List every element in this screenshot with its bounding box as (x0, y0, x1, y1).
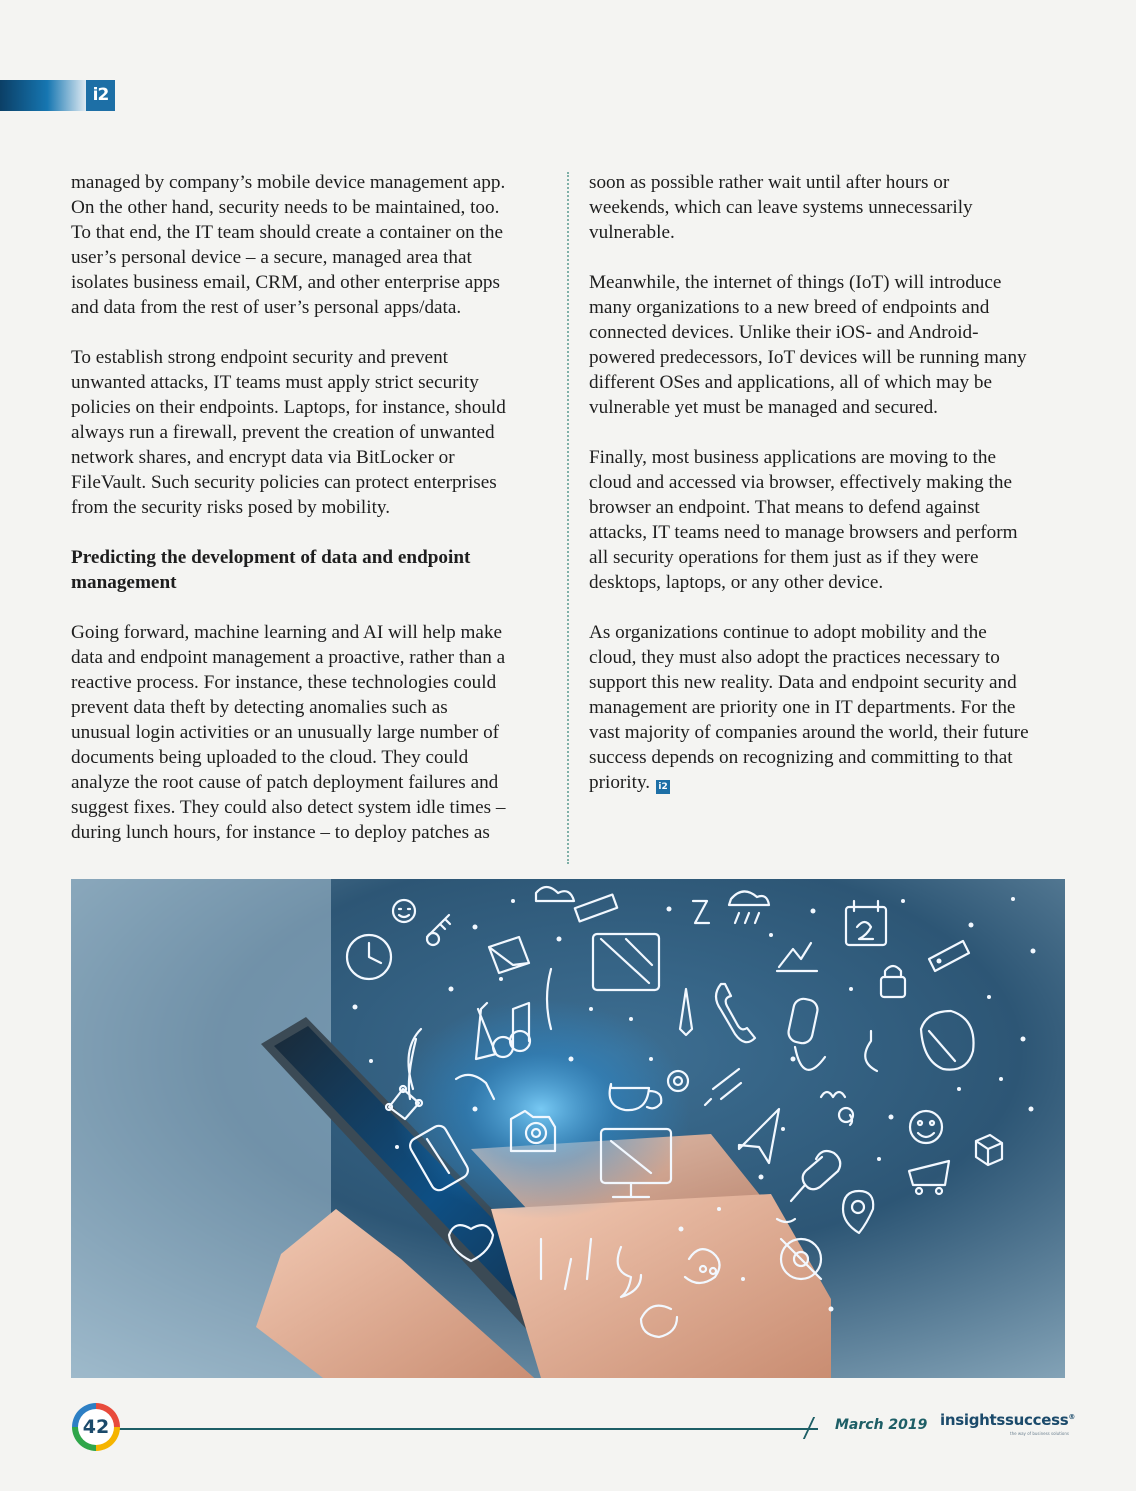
paragraph (71, 345, 546, 520)
text-line: cloud, they must also adopt the practices necessary to (589, 647, 1000, 668)
article-photo (71, 879, 1065, 1378)
header-color-band (0, 80, 86, 111)
article-end-logo-icon: i2 (656, 780, 670, 794)
text-line-end: priority. (589, 772, 651, 793)
text-line: management are priority one in IT departments. For the (589, 697, 1016, 718)
text-line: user’s personal device – a secure, managed area that (71, 247, 472, 268)
text-line: desktops, laptops, or any other device. (589, 572, 884, 593)
screen-glow (391, 999, 691, 1219)
text-line: browser an endpoint. That means to defend against (589, 497, 980, 518)
text-line: isolates business email, CRM, and other enterprise apps (71, 272, 500, 293)
paragraph (589, 170, 1067, 245)
text-line: Going forward, machine learning and AI will help make (71, 622, 503, 643)
registered-mark: ® (1068, 1413, 1076, 1421)
text-line: vast majority of companies around the world, their future (589, 722, 1029, 743)
right-column (589, 170, 1067, 820)
left-column (71, 170, 546, 870)
section-subheading (71, 545, 546, 595)
text-line: different OSes and applications, all of which may be (589, 372, 993, 393)
text-line: cloud and accessed via browser, effectively making the (589, 472, 1012, 493)
brand-logo (940, 1411, 1075, 1429)
paragraph (589, 620, 1067, 795)
text-line: unwanted attacks, IT teams must apply strict security (71, 372, 479, 393)
brand-logo-left: insights (940, 1411, 1006, 1429)
text-line: always run a firewall, prevent the creation of unwanted (71, 422, 495, 443)
brand-tagline: the way of business solutions (1010, 1431, 1069, 1436)
paragraph (71, 170, 546, 320)
paragraph (589, 270, 1067, 420)
text-line: vulnerable yet must be managed and secured. (589, 397, 938, 418)
text-line (589, 770, 1067, 795)
text-line: Finally, most business applications are moving to the (589, 447, 996, 468)
text-line: connected devices. Unlike their iOS- and Android- (589, 322, 979, 343)
text-line: support this new reality. Data and endpoint security and (589, 672, 1017, 693)
issue-date: March 2019 (835, 1417, 928, 1433)
text-line: suggest fixes. They could also detect system idle times – (71, 797, 506, 818)
text-line: managed by company’s mobile device management app. (71, 172, 506, 193)
page-number-badge (72, 1403, 120, 1451)
text-line: success depends on recognizing and committing to that (589, 747, 1013, 768)
text-line: policies on their endpoints. Laptops, for instance, should (71, 397, 506, 418)
text-line: To establish strong endpoint security and prevent (71, 347, 448, 368)
text-line: all security operations for them just as if they were (589, 547, 979, 568)
column-divider (567, 172, 569, 864)
paragraph (71, 620, 546, 845)
text-line: Predicting the development of data and endpoint (71, 547, 471, 568)
text-line: data and endpoint management a proactive, rather than a (71, 647, 506, 668)
text-line: weekends, which can leave systems unnecessarily (589, 197, 973, 218)
page-number: 42 (78, 1409, 114, 1445)
text-line: unusual login activities or an unusually large number of (71, 722, 500, 743)
footer-rule (118, 1428, 818, 1430)
brand-logo-right: success (1005, 1411, 1069, 1429)
text-line: and data from the rest of user’s personal apps/data. (71, 297, 462, 318)
text-line: analyze the root cause of patch deployment failures and (71, 772, 499, 793)
text-line: To that end, the IT team should create a container on the (71, 222, 503, 243)
text-line: during lunch hours, for instance – to deploy patches as (71, 822, 490, 843)
text-line: FileVault. Such security policies can protect enterprises (71, 472, 497, 493)
text-line: On the other hand, security needs to be maintained, too. (71, 197, 500, 218)
paragraph (589, 445, 1067, 595)
header-logo: i2 (86, 80, 115, 111)
text-line: management (71, 572, 177, 593)
text-line: powered predecessors, IoT devices will be running many (589, 347, 1027, 368)
text-line: reactive process. For instance, these technologies could (71, 672, 497, 693)
text-line: documents being uploaded to the cloud. They could (71, 747, 469, 768)
text-line: soon as possible rather wait until after hours or (589, 172, 950, 193)
text-line: vulnerable. (589, 222, 675, 243)
text-line: many organizations to a new breed of endpoints and (589, 297, 990, 318)
text-line: attacks, IT teams need to manage browsers and perform (589, 522, 1018, 543)
text-line: from the security risks posed by mobility. (71, 497, 391, 518)
text-line: network shares, and encrypt data via BitLocker or (71, 447, 455, 468)
text-line: As organizations continue to adopt mobility and the (589, 622, 987, 643)
text-line: Meanwhile, the internet of things (IoT) will introduce (589, 272, 1002, 293)
text-line: prevent data theft by detecting anomalies such as (71, 697, 448, 718)
